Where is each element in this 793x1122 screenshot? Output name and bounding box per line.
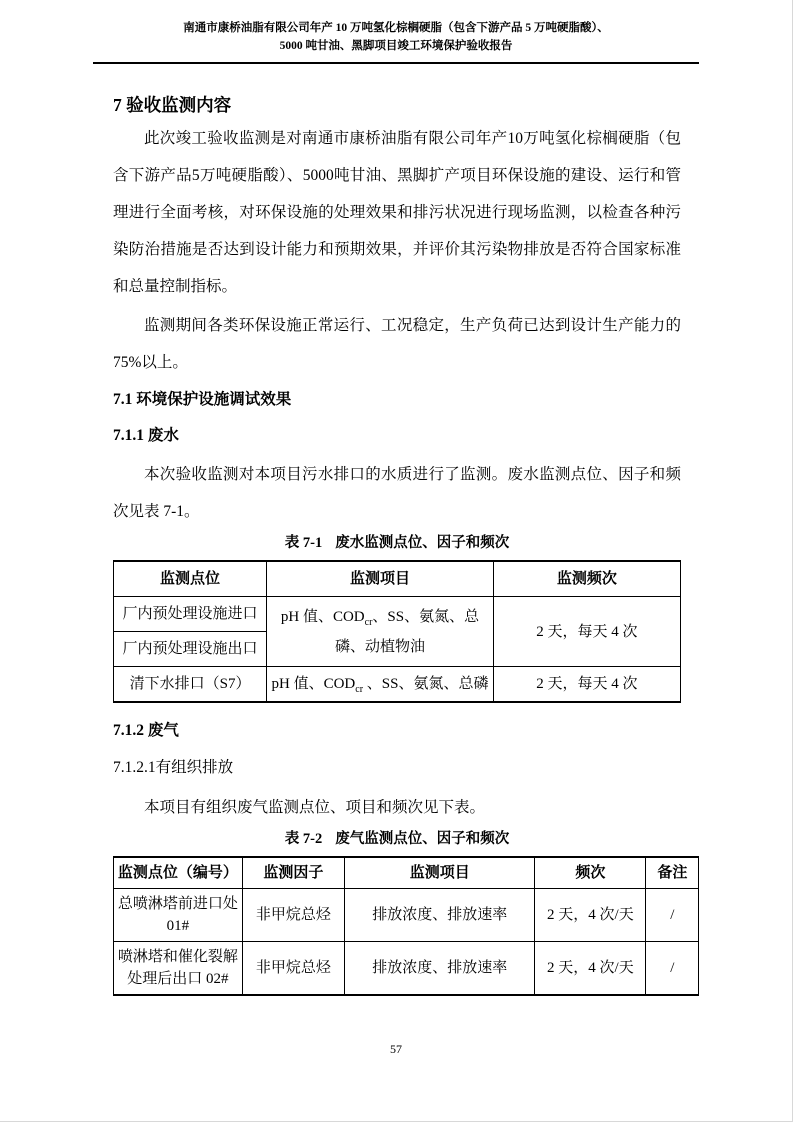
t2-cell-note: / [646,889,699,942]
t2-cell-factor: 非甲烷总烃 [242,942,344,996]
heading-7-1-2: 7.1.2 废气 [113,722,179,739]
paragraph-gas: 本项目有组织废气监测点位、项目和频次见下表。 [144,799,486,816]
items-text: 、SS、氨氮、总磷 [363,676,489,692]
t2-cell-items: 排放浓度、排放速率 [345,889,535,942]
heading-7-1-1: 7.1.1 废水 [113,427,179,444]
t2-header-point: 监测点位（编号） [114,857,243,889]
table-row [114,942,699,996]
t2-header-frequency: 频次 [535,857,646,889]
t2-cell-frequency: 2 天，4 次/天 [535,889,646,942]
t1-header-point: 监测点位 [114,561,267,597]
table-row [114,889,699,942]
t2-cell-point-01: 总喷淋塔前进口处 01# [114,889,243,942]
table-7-1-caption [113,533,681,553]
t2-cell-factor: 非甲烷总烃 [242,889,344,942]
table-7-1 [113,560,681,703]
chapter-title: 7 验收监测内容 [113,95,232,115]
table-7-2-caption-title: 废气监测点位、因子和频次 [335,831,510,847]
t1-cell-point-outlet: 厂内预处理设施出口 [114,632,267,667]
t1-cell-frequency-merged: 2 天，每天 4 次 [493,597,680,667]
table-row [114,561,681,597]
paragraph-wastewater: 本次验收监测对本项目污水排口的水质进行了监测。废水监测点位、因子和频次见表 7-1。 [113,466,681,520]
t2-cell-point-02: 喷淋塔和催化裂解处理后出口 02# [114,942,243,996]
header-line-1: 南通市康桥油脂有限公司年产 10 万吨氢化棕榈硬脂（包含下游产品 5 万吨硬脂酸）、 [183,22,609,34]
table-row [114,667,681,703]
t2-cell-note: / [646,942,699,996]
heading-7-1-2-1: 7.1.2.1有组织排放 [113,759,234,776]
header-line-2: 5000 吨甘油、黑脚项目竣工环境保护验收报告 [279,40,513,52]
table-7-2-caption-label: 表 7-2 [284,831,323,847]
table-row [114,857,699,889]
t1-header-frequency: 监测频次 [493,561,680,597]
t1-cell-point-s7: 清下水排口（S7） [114,667,267,703]
paragraph-intro-2: 监测期间各类环保设施正常运行、工况稳定，生产负荷已达到设计生产能力的75%以上。 [113,317,681,371]
t2-header-items: 监测项目 [345,857,535,889]
t2-cell-items: 排放浓度、排放速率 [345,942,535,996]
items-text: 、SS、氨氮、总磷、动植物油 [334,608,480,655]
t1-header-items: 监测项目 [267,561,494,597]
page-number: 57 [390,1042,402,1056]
table-7-1-caption-title: 废水监测点位、因子和频次 [335,535,510,551]
paragraph-intro-1: 此次竣工验收监测是对南通市康桥油脂有限公司年产10万吨氢化棕榈硬脂（包含下游产品5万吨硬脂酸）、5000吨甘油、黑脚扩产项目环保设施的建设、运行和管理进行全面考核，对环保设施的处理效果和排污状况进行现场监测，以检查各种污染防治措施是否达到设计能力和预期效果，并评价其污染物排放是否符合国家标准和总量控制指标。 [113,130,681,295]
table-7-1-caption-label: 表 7-1 [284,535,323,551]
heading-7-1: 7.1 环境保护设施调试效果 [113,391,292,408]
items-subscript: cr [355,684,364,695]
t2-header-factor: 监测因子 [242,857,344,889]
items-subscript: cr [364,616,373,628]
t1-cell-items-s7 [267,667,494,703]
page-header [93,0,699,64]
page-body [0,92,792,996]
t2-header-note: 备注 [646,857,699,889]
t1-cell-point-inlet: 厂内预处理设施进口 [114,597,267,632]
table-7-2-caption [113,829,681,849]
table-row [114,597,681,632]
t1-cell-items-merged [267,597,494,667]
t2-cell-frequency: 2 天，4 次/天 [535,942,646,996]
items-text: pH 值、COD [271,676,356,692]
t1-cell-frequency-s7: 2 天，每天 4 次 [493,667,680,703]
items-text: pH 值、COD [280,608,365,625]
table-7-2 [113,856,699,996]
